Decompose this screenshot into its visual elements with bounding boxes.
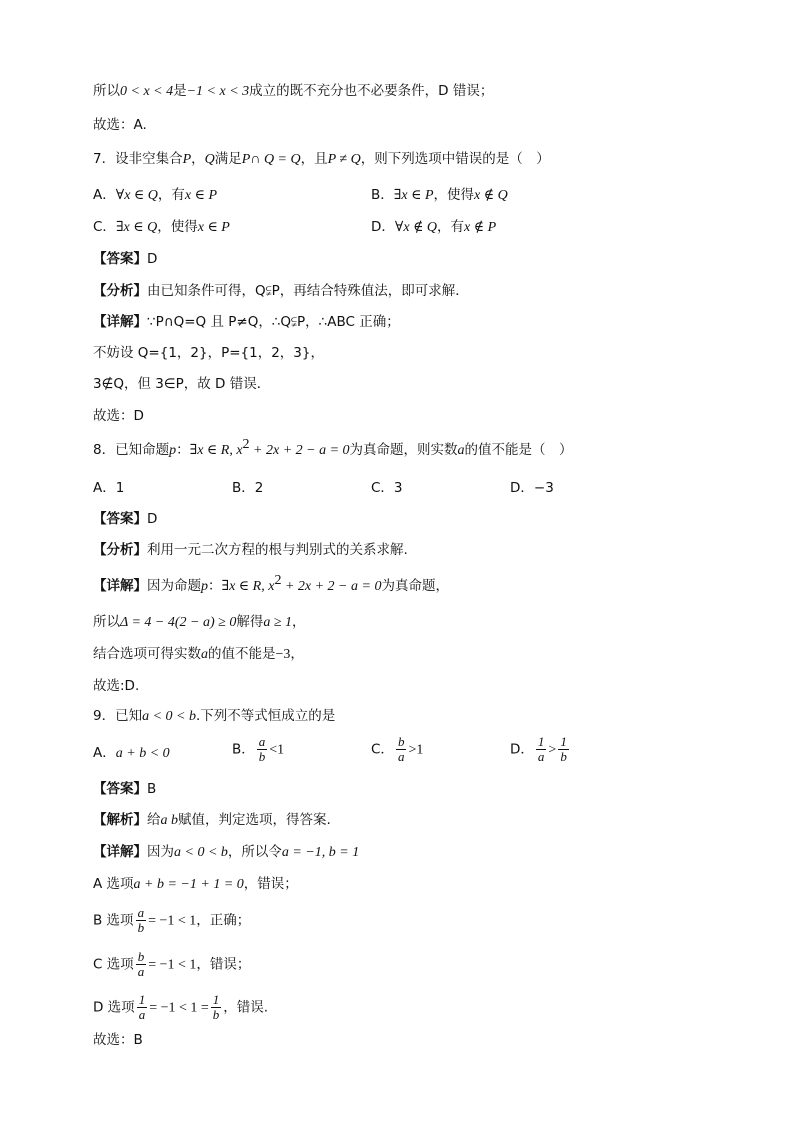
text: 7．设非空集合 — [93, 151, 183, 167]
q7-option-d — [371, 218, 496, 237]
q8-option-a: A．1 — [93, 480, 125, 496]
label: A． — [93, 187, 116, 203]
fraction — [536, 735, 547, 764]
q8-choice: 故选:D. — [93, 678, 140, 694]
math: P — [182, 152, 192, 167]
fraction — [257, 735, 268, 764]
math: −3 — [275, 647, 291, 662]
math: p — [169, 443, 177, 458]
math: P ≠ Q — [327, 152, 361, 167]
analysis-text: 利用一元二次方程的根与判别式的关系求解. — [147, 542, 408, 558]
math: x ∈ P — [184, 188, 218, 203]
q9-option-c — [371, 735, 423, 764]
text: ，且 — [300, 151, 328, 167]
numerator: 1 — [138, 992, 146, 1007]
superscript: 2 — [242, 437, 250, 452]
math: x ∉ Q — [474, 188, 508, 203]
text: 因为命题 — [147, 578, 201, 594]
q8-option-d: D．−3 — [510, 480, 554, 496]
text: 所以 — [93, 83, 120, 99]
q9-answer — [93, 780, 156, 798]
math: + 2x + 2 − a = 0 — [281, 579, 382, 594]
math: <1 — [269, 742, 285, 758]
fraction — [396, 735, 407, 764]
math: −1 < x < 3 — [186, 84, 250, 99]
q7-detail-1 — [93, 313, 400, 331]
text: 因为 — [147, 844, 174, 860]
math: a = −1, b = 1 — [281, 845, 360, 860]
q9-line-a — [93, 875, 298, 894]
math: = −1 < 1 — [148, 913, 197, 929]
text: 为真命题， — [381, 578, 449, 594]
detail-text: ∵P∩Q=Q 且 P≠Q，∴Q⫋P，∴ABC 正确； — [147, 314, 400, 330]
math: a < 0 < b — [174, 845, 228, 860]
q8-answer — [93, 510, 157, 528]
detail-tag: 【详解】 — [93, 578, 147, 594]
denominator: a — [397, 749, 405, 764]
math: x ∈ P — [197, 220, 230, 235]
q8-option-c: C．3 — [371, 480, 403, 496]
analysis-tag: 【分析】 — [93, 542, 147, 558]
denominator: a — [537, 749, 545, 764]
math: a — [201, 647, 208, 662]
math: Δ = 4 − 4(2 − a) ≥ 0 — [120, 615, 237, 630]
q7-analysis — [93, 282, 469, 300]
text: 的值不能是 — [208, 646, 276, 662]
detail-tag: 【详解】 — [93, 314, 147, 330]
q7-detail-2: 不妨设 Q={1，2}，P={1，2，3}， — [93, 345, 324, 361]
q9-detail-1 — [93, 843, 359, 862]
analysis-text: 由已知条件可得，Q⫋P，再结合特殊值法，即可求解． — [147, 283, 469, 299]
answer-value: D — [147, 511, 158, 527]
math: a < 0 < b — [142, 709, 196, 724]
q9-option-b — [232, 735, 284, 764]
text: A 选项 — [93, 876, 134, 892]
label: B． — [371, 187, 394, 203]
text: ，则下列选项中错误的是（ ） — [360, 151, 550, 167]
text: 成立的既不充分也不必要条件，D 错误； — [249, 83, 494, 99]
answer-tag: 【答案】 — [93, 511, 147, 527]
math: 0 < x < 4 — [120, 84, 174, 99]
q8-analysis — [93, 541, 408, 559]
q8-detail-2 — [93, 613, 306, 632]
numerator: b — [137, 949, 145, 964]
text: 满足 — [214, 151, 242, 167]
text: 所以 — [93, 614, 120, 630]
denominator: b — [212, 1007, 220, 1022]
answer-tag: 【答案】 — [93, 251, 147, 267]
label: C． — [93, 219, 116, 235]
text: D 选项 — [93, 999, 135, 1016]
q8-detail-1 — [93, 573, 449, 596]
answer-tag: 【答案】 — [93, 781, 147, 797]
numerator: 1 — [212, 992, 220, 1007]
text: 是 — [173, 83, 187, 99]
q9-line-b — [93, 906, 250, 935]
label: A． — [93, 745, 116, 761]
denominator: b — [258, 749, 266, 764]
text: 解得 — [236, 614, 264, 630]
numerator: a — [258, 734, 266, 749]
q8-detail-3 — [93, 645, 304, 664]
q6-choice: 故选：A. — [93, 117, 147, 133]
q9-option-a — [93, 744, 170, 763]
fraction — [137, 993, 148, 1022]
text: 赋值，判定选项，得答案. — [178, 812, 331, 828]
label: B． — [232, 741, 255, 758]
math: p — [201, 579, 208, 594]
math: ∃x ∈ R, x — [189, 443, 243, 458]
q9-line-d — [93, 993, 268, 1022]
q9-line-c — [93, 950, 250, 979]
q9-option-d — [510, 735, 571, 764]
q7-option-b — [371, 186, 508, 205]
math: ∀x ∈ Q — [115, 188, 158, 203]
text: ，正确； — [196, 912, 251, 929]
math: ∃x ∈ Q — [115, 220, 158, 235]
math: a ≥ 1 — [263, 615, 293, 630]
text: ，有 — [437, 219, 465, 235]
math: P∩ Q = Q — [241, 152, 301, 167]
q7-stem — [93, 150, 550, 169]
q9-analysis — [93, 811, 331, 830]
denominator: a — [138, 1007, 146, 1022]
text: 8．已知命题 — [93, 442, 170, 458]
denominator: b — [560, 749, 567, 764]
fraction — [558, 735, 569, 764]
label: D． — [371, 219, 395, 235]
detail-tag: 【详解】 — [93, 844, 147, 860]
text: ， — [191, 151, 205, 167]
text: .下列不等式恒成立的是 — [196, 708, 336, 724]
math: >1 — [408, 742, 424, 758]
text: 结合选项可得实数 — [93, 646, 201, 662]
q8-stem — [93, 437, 573, 460]
q7-detail-3: 3∉Q，但 3∈P，故 D 错误． — [93, 376, 271, 392]
numerator: 1 — [537, 734, 545, 749]
text: ，有 — [157, 187, 185, 203]
fraction — [211, 993, 222, 1022]
numerator: 1 — [560, 734, 567, 749]
text: 的值不能是（ ） — [464, 442, 573, 458]
math: ∃x ∈ P — [393, 188, 434, 203]
text: ，错误. — [223, 999, 269, 1016]
text: 给 — [147, 812, 161, 828]
text: ，使得 — [433, 187, 474, 203]
numerator: a — [137, 905, 145, 920]
answer-value: D — [147, 251, 158, 267]
q7-choice: 故选：D — [93, 408, 144, 424]
math: a — [457, 443, 465, 458]
math: ∃x ∈ R, x — [221, 579, 275, 594]
label: D． — [510, 741, 534, 758]
text: ： — [176, 442, 190, 458]
text: ，使得 — [157, 219, 198, 235]
q9-choice: 故选：B — [93, 1032, 143, 1048]
text: ，所以令 — [227, 844, 282, 860]
text: ，错误； — [196, 956, 251, 973]
denominator: a — [137, 964, 145, 979]
text: ， — [292, 614, 306, 630]
text: B 选项 — [93, 912, 134, 929]
analysis-tag: 【分析】 — [93, 283, 147, 299]
math: ∀x ∉ Q — [394, 220, 438, 235]
math: = −1 < 1 — [148, 957, 197, 973]
q7-answer — [93, 250, 157, 268]
q7-option-a — [93, 186, 217, 205]
text: C 选项 — [93, 956, 134, 973]
math: = −1 < 1 = — [149, 1000, 209, 1016]
fraction — [136, 950, 147, 979]
label: C． — [371, 741, 394, 758]
text: 9．已知 — [93, 708, 143, 724]
text: ，错误； — [243, 876, 298, 892]
fraction — [136, 906, 147, 935]
q6-conclusion — [93, 82, 493, 101]
numerator: b — [397, 734, 405, 749]
math: a + b < 0 — [115, 746, 170, 761]
math: + 2x + 2 − a = 0 — [249, 443, 350, 458]
text: 为真命题，则实数 — [349, 442, 458, 458]
text: ： — [208, 578, 222, 594]
q9-stem — [93, 707, 335, 726]
superscript: 2 — [274, 573, 282, 588]
denominator: b — [137, 920, 145, 935]
q7-option-c — [93, 218, 230, 237]
math: x ∉ P — [464, 220, 497, 235]
answer-value: B — [147, 781, 157, 797]
math: Q — [204, 152, 215, 167]
text: ， — [290, 646, 304, 662]
q8-option-b: B．2 — [232, 480, 264, 496]
math: a + b = −1 + 1 = 0 — [133, 877, 244, 892]
analysis-tag: 【解析】 — [93, 812, 147, 828]
math: a b — [160, 813, 178, 828]
math: > — [548, 742, 557, 758]
